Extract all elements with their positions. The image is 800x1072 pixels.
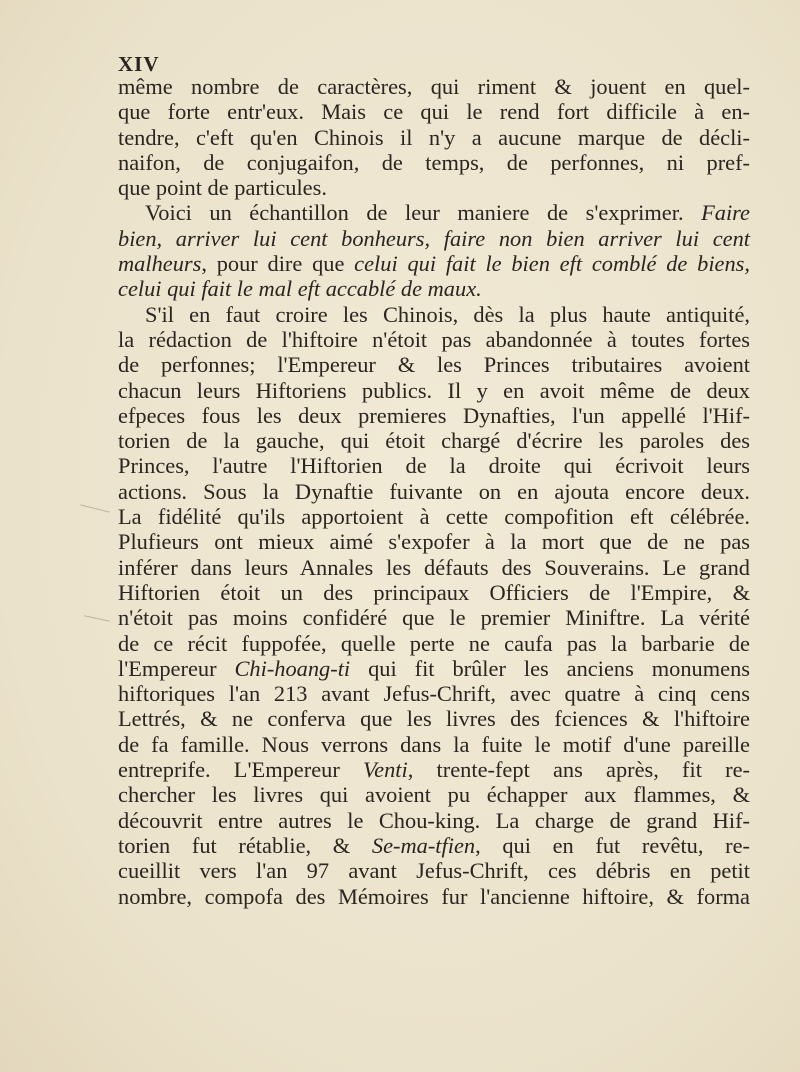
- text-span: qui fit brûler les anciens monumens: [350, 655, 750, 681]
- text-line: [118, 125, 750, 150]
- text-line: [118, 175, 750, 200]
- italic-text: Chi-hoang-ti: [234, 655, 351, 681]
- text-line: [118, 580, 750, 605]
- text-line: [118, 504, 750, 529]
- text-line: [118, 808, 750, 833]
- italic-text: celui qui fait le bien eft comblé de biens,: [354, 251, 750, 277]
- text-line: [118, 453, 750, 478]
- text-line: [118, 681, 750, 706]
- italic-text: celui qui fait le mal eft accablé de maux.: [118, 276, 482, 302]
- text-span: inférer dans leurs Annales les défauts des Souverains. Le grand: [118, 554, 750, 580]
- text-span: efpeces fous les deux premieres Dynafties, l'un appellé l'Hif-: [118, 402, 750, 428]
- text-span: tendre, c'eft qu'en Chinois il n'y a aucune marque de décli-: [118, 124, 750, 150]
- text-span: La fidélité qu'ils apportoient à cette compofition eft célébrée.: [118, 504, 750, 530]
- italic-text: malheurs: [118, 251, 202, 277]
- text-span: torien fut rétablie, &: [118, 832, 372, 858]
- text-span: , qui en fut revêtu, re-: [475, 832, 750, 858]
- italic-text: Venti: [362, 757, 408, 783]
- body-text: [118, 74, 750, 909]
- page-number: XIV: [118, 52, 160, 76]
- text-line: [118, 403, 750, 428]
- text-line: [118, 74, 750, 99]
- text-line: [118, 782, 750, 807]
- text-span: hiftoriques l'an 213 avant Jefus-Chrift, avec quatre à cinq cens: [118, 681, 750, 707]
- text-line: [118, 150, 750, 175]
- text-span: entreprife. L'Empereur: [118, 757, 363, 783]
- text-span: de perfonnes; l'Empereur & les Princes tributaires avoient: [118, 352, 750, 378]
- text-line: [118, 200, 750, 225]
- text-span: Hiftorien étoit un des principaux Officiers de l'Empire, &: [118, 579, 750, 605]
- text-span: , trente-fept ans après, fit re-: [407, 757, 750, 783]
- text-line: [118, 327, 750, 352]
- text-line: [118, 529, 750, 554]
- text-span: chercher les livres qui avoient pu échapper aux flammes, &: [118, 782, 750, 808]
- text-span: Voici un échantillon de leur maniere de s'exprimer.: [145, 200, 702, 226]
- text-line: [118, 251, 750, 276]
- italic-text: Se-ma-tfien: [371, 832, 476, 858]
- text-line: [118, 884, 750, 909]
- text-span: naifon, de conjugaifon, de temps, de perfonnes, ni pref-: [118, 149, 750, 175]
- italic-text: Faire: [701, 200, 750, 226]
- text-line: [118, 99, 750, 124]
- text-span: l'Empereur: [118, 655, 235, 681]
- text-line: [118, 631, 750, 656]
- text-line: [118, 833, 750, 858]
- text-span: la rédaction de l'hiftoire n'étoit pas abandonnée à toutes fortes: [118, 326, 750, 352]
- text-span: que forte entr'eux. Mais ce qui le rend fort difficile à en-: [118, 99, 750, 125]
- text-line: [118, 479, 750, 504]
- text-span: n'étoit pas moins confidéré que le premier Miniftre. La vérité: [118, 605, 750, 631]
- text-span: torien de la gauche, qui étoit chargé d'écrire les paroles des: [118, 428, 750, 454]
- text-line: [118, 352, 750, 377]
- text-span: actions. Sous la Dynaftie fuivante on en ajouta encore deux.: [118, 478, 750, 504]
- text-span: même nombre de caractères, qui riment & jouent en quel-: [118, 74, 750, 99]
- text-line: [118, 555, 750, 580]
- text-span: de fa famille. Nous verrons dans la fuite le motif d'une pareille: [118, 731, 750, 757]
- text-line: [118, 605, 750, 630]
- text-span: , pour dire que: [201, 251, 355, 277]
- text-span: chacun leurs Hiftoriens publics. Il y en avoit même de deux: [118, 377, 750, 403]
- text-span: Lettrés, & ne conferva que les livres des fciences & l'hiftoire: [118, 706, 750, 732]
- text-span: Plufieurs ont mieux aimé s'expofer à la mort que de ne pas: [118, 529, 750, 555]
- text-span: nombre, compofa des Mémoires fur l'ancienne hiftoire, & forma: [118, 883, 750, 909]
- text-span: Princes, l'autre l'Hiftorien de la droite qui écrivoit leurs: [118, 453, 750, 479]
- text-line: [118, 757, 750, 782]
- text-line: [118, 276, 750, 301]
- text-line: [118, 302, 750, 327]
- text-line: [118, 226, 750, 251]
- text-line: [118, 732, 750, 757]
- text-span: de ce récit fuppofée, quelle perte ne caufa pas la barbarie de: [118, 630, 750, 656]
- text-line: [118, 428, 750, 453]
- text-line: [118, 378, 750, 403]
- margin-mark: [80, 504, 109, 512]
- margin-mark: [84, 615, 110, 621]
- text-span: découvrit entre autres le Chou-king. La charge de grand Hif-: [118, 807, 750, 833]
- text-line: [118, 656, 750, 681]
- text-span: cueillit vers l'an 97 avant Jefus-Chrift, ces débris en petit: [118, 858, 750, 884]
- text-span: S'il en faut croire les Chinois, dès la plus haute antiquité,: [145, 301, 750, 327]
- text-line: [118, 706, 750, 731]
- text-span: que point de particules.: [118, 175, 327, 201]
- text-line: [118, 858, 750, 883]
- italic-text: bien, arriver lui cent bonheurs, faire non bien arriver lui cent: [118, 225, 750, 251]
